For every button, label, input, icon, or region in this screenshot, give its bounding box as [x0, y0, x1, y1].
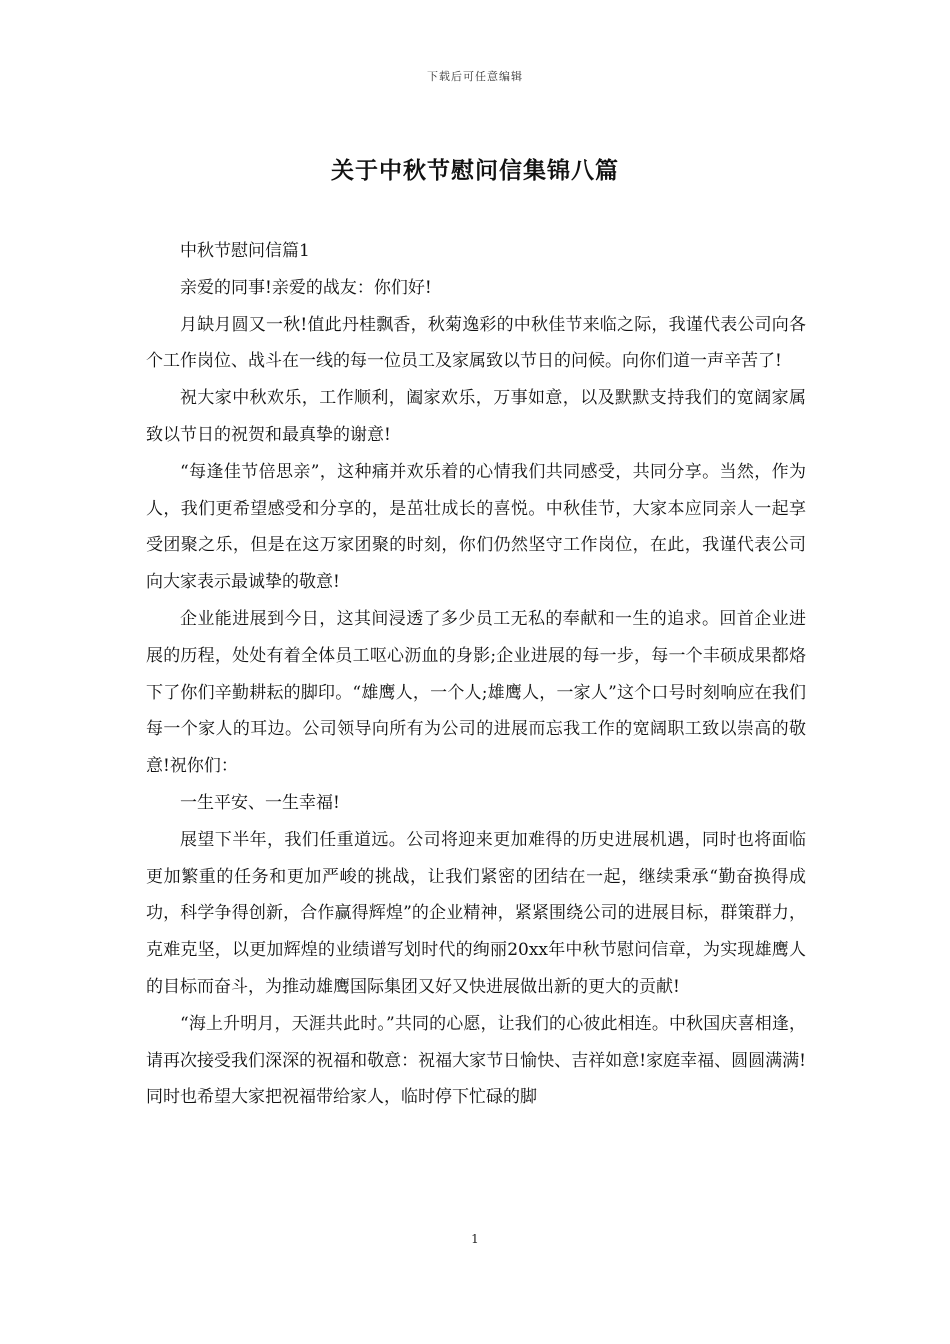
body-paragraph: “每逢佳节倍思亲”，这种痛并欢乐着的心情我们共同感受，共同分享。当然，作为人，我们更希望感受和分享的，是茁壮成长的喜悦。中秋佳节，大家本应同亲人一起享受团聚之乐，但是在这万家团聚的时刻，你们仍然坚守工作岗位，在此，我谨代表公司向大家表示最诚挚的敬意!	[146, 461, 806, 593]
body-paragraph: 企业能进展到今日，这其间浸透了多少员工无私的奉献和一生的追求。回首企业进展的历程，处处有着全体员工呕心沥血的身影;企业进展的每一步，每一个丰硕成果都烙下了你们辛勤耕耘的脚印。“雄鹰人，一个人;雄鹰人，一家人”这个口号时刻响应在我们每一个家人的耳边。公司领导向所有为公司的进展而忘我工作的宽阔职工致以崇高的敬意!祝你们：	[146, 608, 806, 777]
body-paragraph: 月缺月圆又一秋!值此丹桂飘香，秋菊逸彩的中秋佳节来临之际，我谨代表公司向各个工作岗位、战斗在一线的每一位员工及家属致以节日的问候。向你们道一声辛苦了!	[146, 314, 806, 372]
body-paragraph: 一生平安、一生幸福!	[180, 792, 340, 813]
salutation-paragraph: 亲爱的同事!亲爱的战友：你们好!	[180, 277, 432, 298]
section-heading: 中秋节慰问信篇1	[180, 241, 310, 261]
header-note: 下载后可任意编辑	[427, 70, 523, 83]
document-body	[146, 233, 806, 1116]
document-title: 关于中秋节慰问信集锦八篇	[331, 158, 619, 184]
page-number: 1	[471, 1232, 479, 1246]
body-paragraph: 祝大家中秋欢乐，工作顺利，阖家欢乐，万事如意，以及默默支持我们的宽阔家属致以节日的祝贺和最真挚的谢意!	[146, 388, 806, 445]
body-paragraph: “海上升明月，天涯共此时。”共同的心愿，让我们的心彼此相连。中秋国庆喜相逢，请再次接受我们深深的祝福和敬意：祝福大家节日愉快、吉祥如意!家庭幸福、圆圆满满!同时也希望大家把祝福带给家人，临时停下忙碌的脚	[146, 1013, 806, 1108]
body-paragraph: 展望下半年，我们任重道远。公司将迎来更加难得的历史进展机遇，同时也将面临更加繁重的任务和更加严峻的挑战，让我们紧密的团结在一起，继续秉承“勤奋换得成功，科学争得创新，合作赢得辉煌”的企业精神，紧紧围绕公司的进展目标，群策群力，克难克坚，以更加辉煌的业绩谱写划时代的绚丽20xx年中秋节慰问信章，为实现雄鹰人的目标而奋斗，为推动雄鹰国际集团又好又快进展做出新的更大的贡献!	[146, 829, 806, 997]
